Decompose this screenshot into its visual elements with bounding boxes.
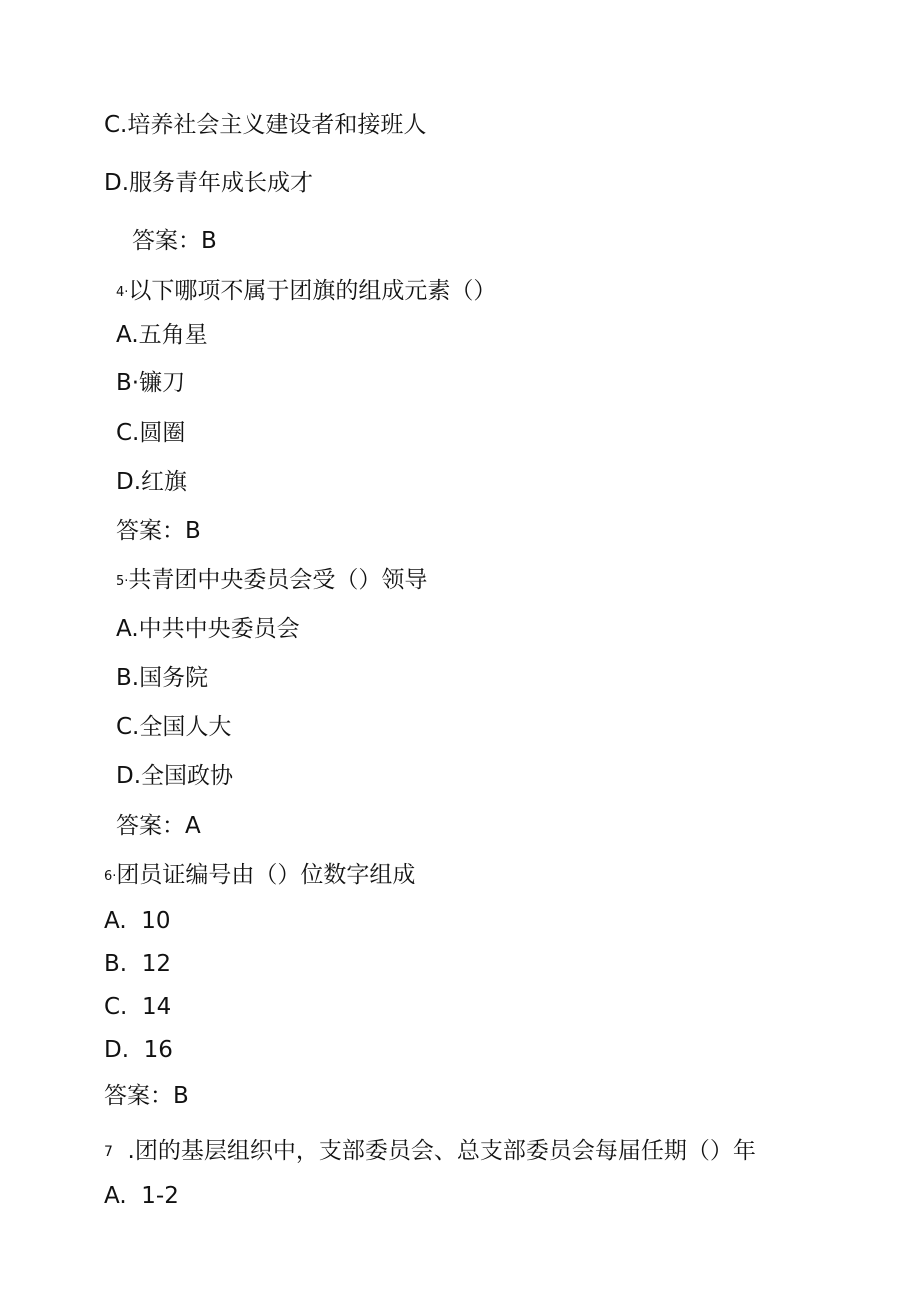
option-d-q3: D.服务青年成长成才 (104, 170, 314, 196)
option-c-q4: C.圆圈 (116, 420, 186, 446)
question-4: 4·以下哪项不属于团旗的组成元素（） (116, 278, 497, 304)
option-c-q5: C.全国人大 (116, 714, 232, 740)
option-d-q4: D.红旗 (116, 469, 188, 495)
question-number: 7 (104, 1144, 113, 1160)
option-b-q5: B.国务院 (116, 665, 209, 691)
option-c-q6: C. 14 (104, 994, 172, 1020)
option-b-q4: B·镰刀 (116, 370, 186, 396)
question-5: 5·共青团中央委员会受（）领导 (116, 567, 428, 593)
option-a-q7: A. 1-2 (104, 1183, 179, 1209)
option-b-q6: B. 12 (104, 951, 171, 977)
answer-q6: 答案：B (104, 1083, 189, 1109)
option-d-q6: D. 16 (104, 1037, 173, 1063)
question-number: 6· (104, 869, 117, 884)
answer-q4: 答案：B (116, 518, 201, 544)
option-a-q6: A. 10 (104, 908, 171, 934)
option-c-q3: C.培养社会主义建设者和接班人 (104, 112, 427, 138)
option-a-q4: A.五角星 (116, 322, 208, 348)
question-number: 5· (116, 574, 129, 589)
answer-q3: 答案：B (132, 228, 217, 254)
question-6: 6·团员证编号由（）位数字组成 (104, 862, 416, 888)
answer-q5: 答案：A (116, 813, 201, 839)
question-7: 7 .团的基层组织中，支部委员会、总支部委员会每届任期（）年 (104, 1138, 756, 1164)
option-d-q5: D.全国政协 (116, 763, 234, 789)
option-a-q5: A.中共中央委员会 (116, 616, 300, 642)
question-number: 4· (116, 285, 129, 300)
